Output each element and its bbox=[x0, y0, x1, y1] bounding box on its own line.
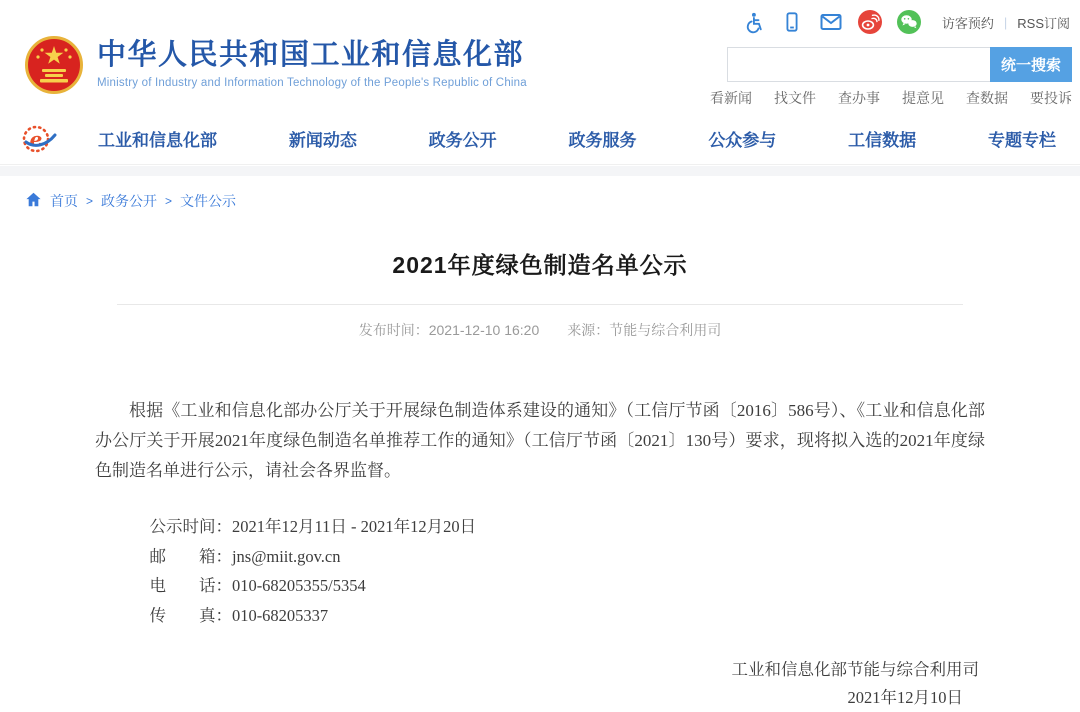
topbar-separator: | bbox=[1003, 14, 1008, 30]
svg-text:e: e bbox=[29, 126, 43, 151]
email-label: 邮 箱： bbox=[149, 546, 232, 566]
publish-time-label: 发布时间： bbox=[358, 322, 429, 338]
breadcrumb-home[interactable]: 首页 bbox=[50, 193, 78, 209]
nav-item-gov-disclosure[interactable]: 政务公开 bbox=[428, 131, 497, 150]
email-value: jns@miit.gov.cn bbox=[231, 546, 341, 566]
fax-value: 010-68205337 bbox=[231, 605, 329, 625]
signature-date: 2021年12月10日 bbox=[847, 688, 963, 707]
search-area bbox=[727, 47, 1072, 82]
signature-block bbox=[95, 656, 985, 712]
mail-icon[interactable] bbox=[819, 10, 843, 34]
masthead bbox=[25, 36, 527, 94]
topbar bbox=[741, 10, 1070, 34]
phone-value: 010-68205355/5354 bbox=[231, 576, 366, 595]
wechat-icon[interactable] bbox=[897, 10, 921, 34]
contact-info bbox=[95, 512, 985, 630]
fax-row bbox=[95, 601, 985, 631]
quick-link-files[interactable]: 找文件 bbox=[774, 90, 816, 106]
nav-item-news[interactable]: 新闻动态 bbox=[288, 131, 357, 150]
signature-department: 工业和信息化部节能与综合利用司 bbox=[731, 660, 979, 679]
quick-links bbox=[710, 88, 1072, 108]
breadcrumb-gov-disclosure[interactable]: 政务公开 bbox=[101, 193, 158, 209]
article-paragraph: 根据《工业和信息化部办公厅关于开展绿色制造体系建设的通知》（工信厅节函〔2016〕586号）、《工业和信息化部办公厅关于开展2021年度绿色制造名单推荐工作的通知》（工信厅节函〔2021〕130号）要求，现将拟入选的2021年度绿色制造名单进行公示，请社会各界监督。 bbox=[95, 401, 985, 480]
miit-e-logo-icon bbox=[20, 121, 56, 157]
title-divider bbox=[117, 304, 963, 305]
source-label: 来源： bbox=[567, 322, 610, 338]
phone-label: 电 话： bbox=[149, 576, 232, 595]
quick-link-complaints[interactable]: 要投诉 bbox=[1030, 90, 1072, 106]
article-title: 2021年度绿色制造名单公示 bbox=[392, 252, 688, 278]
article bbox=[95, 247, 985, 712]
unified-search-button[interactable]: 统一搜索 bbox=[990, 47, 1072, 82]
publicity-period-row bbox=[95, 512, 985, 542]
visitor-reservation-link[interactable]: 访客预约 bbox=[941, 15, 994, 31]
search-input[interactable] bbox=[727, 47, 990, 82]
breadcrumb-separator: > bbox=[86, 194, 94, 208]
home-icon[interactable] bbox=[25, 191, 42, 211]
email-row bbox=[95, 542, 985, 572]
quick-link-suggestions[interactable]: 提意见 bbox=[902, 90, 944, 106]
quick-link-data[interactable]: 查数据 bbox=[966, 90, 1008, 106]
mobile-icon[interactable] bbox=[780, 10, 804, 34]
nav-item-industry-data[interactable]: 工信数据 bbox=[848, 131, 917, 150]
quick-link-services[interactable]: 查办事 bbox=[838, 90, 880, 106]
nav-items bbox=[98, 126, 1056, 151]
site-title: 中华人民共和国工业和信息化部 bbox=[97, 39, 525, 71]
topbar-links bbox=[942, 13, 1070, 32]
national-emblem-logo bbox=[25, 36, 83, 94]
primary-nav bbox=[0, 113, 1080, 165]
quick-link-news[interactable]: 看新闻 bbox=[710, 90, 752, 106]
header-divider-band bbox=[0, 166, 1080, 176]
site-subtitle: Ministry of Industry and Information Technology of the People's Republic of China bbox=[97, 77, 527, 89]
site-identity bbox=[97, 36, 527, 89]
publicity-period-value: 2021年12月11日 - 2021年12月20日 bbox=[231, 517, 477, 536]
nav-item-miit[interactable]: 工业和信息化部 bbox=[98, 131, 217, 150]
source-value: 节能与综合利用司 bbox=[609, 322, 722, 338]
nav-item-public-participation[interactable]: 公众参与 bbox=[708, 131, 777, 150]
rss-subscribe-link[interactable]: RSS订阅 bbox=[1017, 15, 1070, 31]
accessibility-icon[interactable] bbox=[741, 10, 765, 34]
breadcrumb bbox=[25, 191, 236, 211]
publicity-period-label: 公示时间： bbox=[149, 517, 232, 536]
nav-item-gov-services[interactable]: 政务服务 bbox=[568, 131, 637, 150]
nav-item-special-topics[interactable]: 专题专栏 bbox=[987, 131, 1056, 150]
fax-label: 传 真： bbox=[149, 605, 232, 625]
breadcrumb-file-announcement[interactable]: 文件公示 bbox=[180, 193, 237, 209]
breadcrumb-separator: > bbox=[165, 194, 173, 208]
publish-time-value: 2021-12-10 16:20 bbox=[428, 322, 540, 338]
weibo-icon[interactable] bbox=[858, 10, 882, 34]
article-meta bbox=[95, 320, 985, 340]
phone-row bbox=[95, 571, 985, 601]
